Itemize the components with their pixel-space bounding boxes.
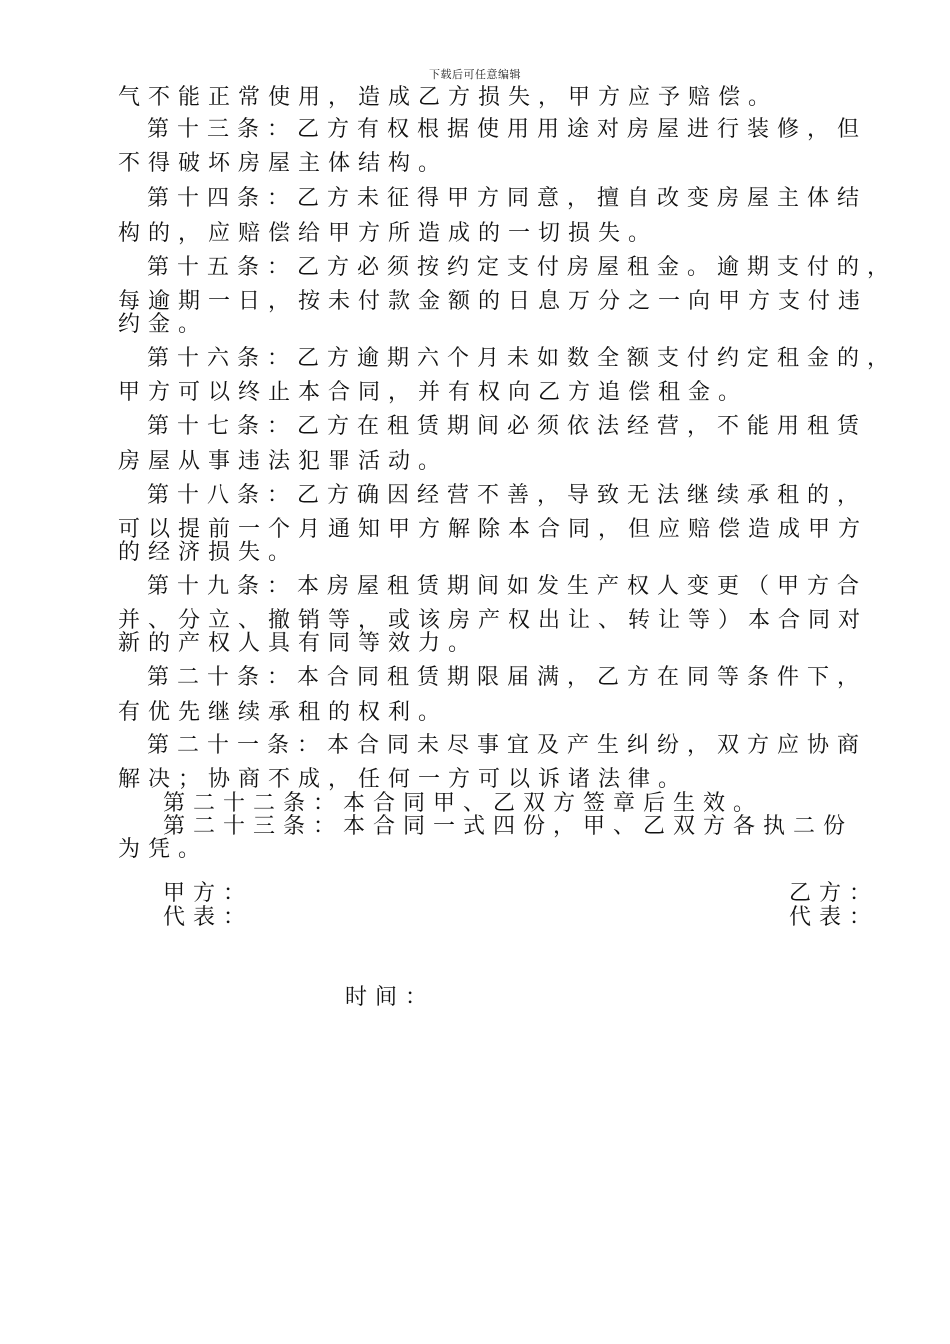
clause-line: 第二十二条：本合同甲、乙双方签章后生效。	[163, 791, 764, 816]
party-b-label: 乙方：	[789, 881, 880, 906]
header-note: 下载后可任意编辑	[429, 68, 521, 81]
clause-line: 第二十条：本合同租赁期限届满，乙方在同等条件下，	[147, 665, 868, 690]
representative-a-label: 代表：	[163, 905, 254, 930]
clause-line: 第二十三条：本合同一式四份，甲、乙双方各执二份	[163, 814, 854, 839]
clause-line: 第十五条：乙方必须按约定支付房屋租金。逾期支付的，	[147, 255, 898, 280]
clause-line: 房屋从事违法犯罪活动。	[118, 449, 449, 474]
clause-line: 为凭。	[118, 837, 209, 862]
clause-line: 的经济损失。	[118, 540, 299, 565]
clause-line: 约金。	[118, 312, 209, 337]
clause-line: 气不能正常使用，造成乙方损失，甲方应予赔偿。	[118, 85, 779, 110]
clause-line: 不得破坏房屋主体结构。	[118, 151, 449, 176]
clause-line: 并、分立、撤销等，或该房产权出让、转让等）本合同对	[118, 608, 869, 633]
clause-line: 第二十一条：本合同未尽事宜及产生纠纷，双方应协商	[147, 733, 868, 758]
representative-b-label: 代表：	[789, 905, 880, 930]
clause-line: 有优先继续承租的权利。	[118, 700, 449, 725]
clause-line: 构的，应赔偿给甲方所造成的一切损失。	[118, 221, 659, 246]
clause-line: 第十九条：本房屋租赁期间如发生产权人变更（甲方合	[147, 574, 868, 599]
clause-line: 第十七条：乙方在租赁期间必须依法经营，不能用租赁	[147, 414, 868, 439]
clause-line: 解决；协商不成，任何一方可以诉诸法律。	[118, 767, 689, 792]
clause-line: 第十四条：乙方未征得甲方同意，擅自改变房屋主体结	[147, 186, 868, 211]
clause-line: 第十三条：乙方有权根据使用用途对房屋进行装修，但	[147, 117, 868, 142]
clause-line: 每逾期一日，按未付款金额的日息万分之一向甲方支付违	[118, 289, 869, 314]
clause-line: 第十六条：乙方逾期六个月未如数全额支付约定租金的，	[147, 346, 898, 371]
party-a-label: 甲方：	[163, 881, 254, 906]
time-label: 时间：	[345, 985, 436, 1010]
clause-line: 第十八条：乙方确因经营不善，导致无法继续承租的，	[147, 483, 868, 508]
clause-line: 甲方可以终止本合同，并有权向乙方追偿租金。	[118, 380, 749, 405]
clause-line: 新的产权人具有同等效力。	[118, 631, 479, 656]
clause-line: 可以提前一个月通知甲方解除本合同，但应赔偿造成甲方	[118, 517, 869, 542]
